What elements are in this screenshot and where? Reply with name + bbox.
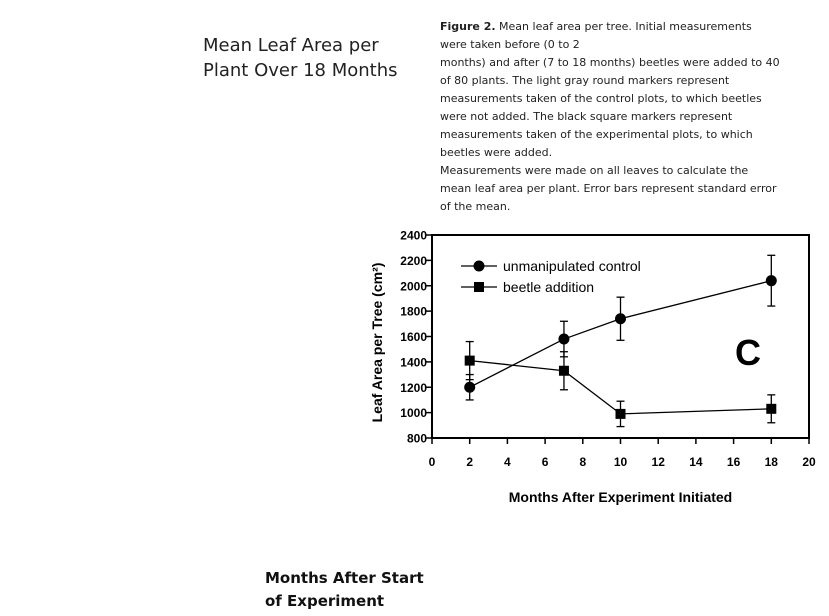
x-tick-label: 16 [726,455,741,469]
x-tick-label: 10 [613,455,628,469]
caption-p2: months) and after (7 to 18 months) beetles were added to 40 of 80 plants. The light gray round markers represent measurements taken of the control plots, to which beetles were not added. The black square markers represent measurements taken of the experimental plots, to which beetles were added. [440,56,780,159]
data-point-square [465,356,475,366]
x-tick-label: 2 [466,455,474,469]
figure-caption [440,18,780,216]
y-tick-label: 2200 [400,253,427,268]
legend-marker-square [474,282,484,292]
caption-p3: Measurements were made on all leaves to calculate the mean leaf area per plant. Error bars represent standard error of the mean. [440,164,777,213]
legend-marker-circle [474,261,485,272]
caption-p1-text: Mean leaf area per tree. Initial measurements were taken before (0 to 2 [440,20,752,51]
x-tick-label: 6 [541,455,549,469]
leaf-area-chart [360,222,820,522]
data-point-circle [615,313,626,324]
data-point-square [616,409,626,419]
data-point-square [559,366,569,376]
bottom-label [265,567,445,613]
x-tick-label: 12 [651,455,665,469]
y-tick-label: 800 [406,431,427,446]
side-title [203,33,418,83]
data-point-circle [464,382,475,393]
x-tick-label: 4 [504,455,511,469]
bottom-label-line1: Months After Start [265,569,424,587]
x-axis-label: Months After Experiment Initiated [508,489,733,505]
bottom-label-line2: of Experiment [265,592,385,610]
side-title-line1: Mean Leaf Area per [203,35,379,56]
x-tick-label: 8 [579,455,587,469]
y-tick-label: 1400 [400,355,427,370]
y-tick-label: 1000 [400,406,427,421]
y-tick-label: 1800 [400,304,427,319]
x-tick-label: 20 [802,455,816,469]
x-tick-label: 14 [689,455,703,469]
caption-p1 [440,18,780,54]
panel-label: C [735,332,761,373]
caption-label: Figure 2. [440,20,496,33]
x-tick-label: 0 [428,455,436,469]
data-point-circle [558,334,569,345]
y-tick-label: 1200 [400,380,427,395]
y-tick-label: 2000 [400,279,427,294]
data-point-square [766,404,776,414]
side-title-line2: Plant Over 18 Months [203,60,398,81]
y-tick-label: 1600 [400,330,427,344]
x-tick-label: 18 [764,455,778,469]
y-axis-label: Leaf Area per Tree (cm²) [369,262,385,423]
data-point-circle [766,275,777,286]
y-tick-label: 2400 [400,228,427,243]
legend-label: beetle addition [503,279,595,295]
legend-label: unmanipulated control [503,258,641,274]
